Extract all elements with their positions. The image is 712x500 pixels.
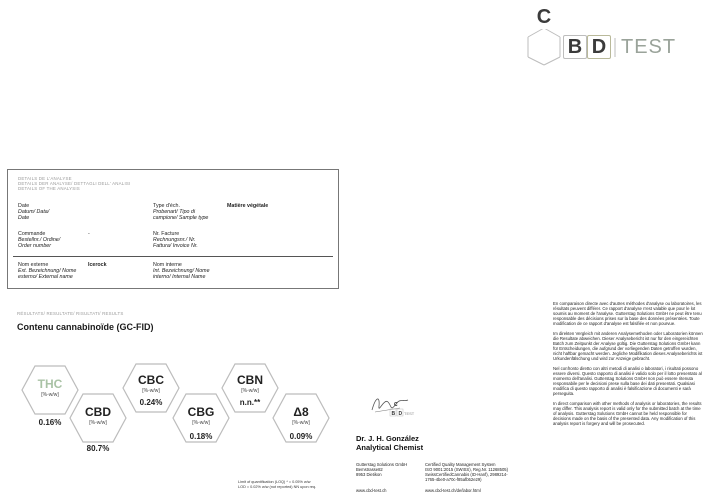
cbc-value: 0.24%: [139, 398, 163, 407]
details-header-en: DETAILS OF THE ANALYSIS: [18, 186, 80, 192]
cannabinoid-hexagons: [0, 355, 340, 455]
certifications: [425, 462, 508, 482]
disclaimer-it: Nel confronto diretto con altri metodi di analisi o laboratori, i risultati possono essere diversi. Questo rapporto di analisi è valido solo per il lotto presentato al momento dell'analisi. Gutterstag Solutions GmbH non può essere ritenuta responsabile per le decisioni prese sulla base dei dati presentati. Qualsiasi modifica di questo rapporto di analisi è falsificazione di documenti e sarà perseguita.: [553, 366, 702, 396]
results-title: Contenu cannabinoïde (GC-FID): [17, 322, 154, 332]
date-label-3: Date: [18, 215, 30, 221]
details-header: [18, 176, 130, 192]
date-label-2: Datum/ Data/: [18, 209, 50, 215]
sample-type-label: [153, 203, 208, 221]
order-value: -: [88, 231, 90, 237]
cbc-name: CBC: [138, 373, 164, 387]
svg-text:D: D: [398, 411, 403, 417]
company-city: 8953 Dietikon: [356, 472, 382, 477]
cbd-name: CBD: [85, 405, 111, 419]
company-website: www.cbd-test.ch: [356, 488, 387, 493]
internal-label-1: Nom interne: [153, 262, 182, 268]
analysis-details-box: [7, 169, 339, 289]
cert-line-1: Certified Quality Management System: [425, 462, 496, 467]
external-name-label: [18, 262, 76, 280]
details-header-fr: DETAILS DE L'ANALYSE: [18, 176, 72, 181]
logo-letter-b: [563, 35, 587, 59]
external-label-2: Ext. Bezeichnung/ Nome: [18, 268, 77, 274]
logo-c-text: C: [536, 5, 552, 28]
order-label-2: Bestellnr./ Ordine/: [18, 237, 61, 243]
details-header-de: DETAILS DER ANALYSE/ DETTAGLI DELL' ANALISI: [18, 181, 131, 187]
disclaimer-fr: En comparaison directe avec d'autres méthodes d'analyse ou laboratoires, les résultats peuvent différer. Ce rapport d'analyse n'est valable que pour le lot soumis au moment de l'analyse. Gutterstag Solutions GmbH ne peut être tenu responsable des décisions prises sur la base des données présentées. Toute modification de ce rapport d'analyse est falsifiée et non pourvue.: [553, 301, 702, 326]
hex-cbn: [221, 363, 279, 413]
cbc-unit: [%-w/w]: [142, 388, 160, 394]
external-label-1: Nom externe: [18, 262, 49, 268]
invoice-label-1: Nr. Facture: [153, 231, 180, 237]
cbn-unit: [%-w/w]: [241, 388, 259, 394]
svg-text:B: B: [391, 411, 396, 417]
stamp-logo: [385, 400, 415, 420]
invoice-label-3: Fattura/ Invoice Nr.: [153, 243, 198, 249]
results-label: RÉSULTATS/ RESULTATE/ RISULTATI/ RESULTS: [17, 311, 124, 316]
thc-unit: [%-w/w]: [41, 392, 59, 398]
footnote-line-2: LOD = 0.02% w/w (not reported) NN upon req.: [238, 485, 317, 489]
company-street: Bemstrasse82: [356, 467, 383, 472]
cbg-value: 0.18%: [189, 432, 213, 441]
cbd-value: 80.7%: [86, 444, 110, 453]
logo-b-text: B: [567, 35, 583, 58]
cbd-test-logo: [520, 5, 690, 65]
order-label: [18, 231, 60, 249]
footnote-line-1: Limit of quantification (LOQ) * = 0.05% w/w: [238, 480, 311, 484]
thc-name: THC: [37, 377, 63, 391]
cbd-test-stamp: [385, 400, 415, 420]
logo-letter-d: [587, 35, 611, 59]
svg-text:TEST: TEST: [404, 411, 415, 416]
details-divider: [13, 256, 333, 257]
hex-delta8: [272, 393, 330, 443]
signatory-title: Analytical Chemist: [356, 443, 424, 452]
cbg-name: CBG: [187, 405, 215, 419]
external-label-3: esterno/ External name: [18, 274, 73, 280]
disclaimer-en: In direct comparison with other methods of analysis or laboratories, the results may differ. This analysis report is valid only for the submitted batch at the time of analysis. Gutterstag Solutions GmbH cannot be held responsible for decisions made on the basis of the presented data. Any modification of this analysis report is forgery and will be prosecuted.: [553, 401, 702, 426]
logo-d-text: D: [591, 35, 607, 58]
order-label-3: Order number: [18, 243, 51, 249]
cert-line-4: 1765-4be0-a70c-f85afb52e29): [425, 477, 482, 482]
internal-name-label: [153, 262, 210, 280]
logo-word: TEST: [621, 36, 677, 58]
disclaimer-column: [553, 301, 703, 426]
cbn-name: CBN: [237, 373, 263, 387]
date-label: [18, 203, 49, 221]
cbd-unit: [%-w/w]: [89, 420, 107, 426]
disclaimer-de: Im direkten Vergleich mit anderen Analysemethoden oder Laboratorien können die Resultate abweichen. Dieser Analysebericht ist nur für den eingereichten Batch zum Zeitpunkt der Analyse gültig. Die Gutterstag Solutions GmbH kann für Entscheidungen, die aufgrund der vorliegenden Daten getroffen wurden, nicht haftbar gemacht werden. Jegliche Modifikation dieses Analyseberichts ist Urkundenfälschung und wird zur Anzeige gebracht.: [553, 331, 703, 361]
internal-label-2: Int. Bezeichnung/ Nome: [153, 268, 210, 274]
type-label-2: Probenart/ Tipo di: [153, 209, 196, 215]
hex-cbd: [69, 393, 127, 453]
logo-letter-c: [532, 5, 556, 29]
thc-value: 0.16%: [38, 418, 62, 427]
company-name: Gutterstag Solutions GmbH: [356, 462, 408, 467]
sample-type-value: Matière végétale: [227, 203, 269, 209]
cert-line-3: SwissCertifiedCannabis (ID-Hanf), 2989214-: [425, 472, 508, 477]
invoice-label-2: Rechnungsnr./ Nr.: [153, 237, 196, 243]
delta8-name: Δ8: [293, 405, 309, 419]
cert-line-2: ISO 9001:2015 (SWISS), Reg.Nr. 11268505): [425, 467, 509, 472]
delta8-value: 0.09%: [289, 432, 313, 441]
svg-text:C: C: [394, 402, 398, 408]
company-address: [356, 462, 407, 477]
type-label-1: Type d'éch.: [153, 203, 180, 209]
cbg-unit: [%-w/w]: [192, 420, 210, 426]
type-label-3: campione/ Sample type: [153, 215, 209, 221]
loq-footnote: [238, 480, 316, 490]
signatory-name: Dr. J. H. González: [356, 434, 419, 443]
invoice-label: [153, 231, 198, 249]
internal-label-3: interno/ Internal Name: [153, 274, 206, 280]
cbn-value: n.n.**: [239, 398, 261, 407]
order-label-1: Commande: [18, 231, 46, 237]
delta8-unit: [%-w/w]: [292, 420, 310, 426]
date-label-1: Date: [18, 203, 30, 209]
cert-link[interactable]: www.cbd-test.ch/de/labor.html: [425, 488, 481, 493]
external-name-value: Icerock: [88, 262, 107, 268]
